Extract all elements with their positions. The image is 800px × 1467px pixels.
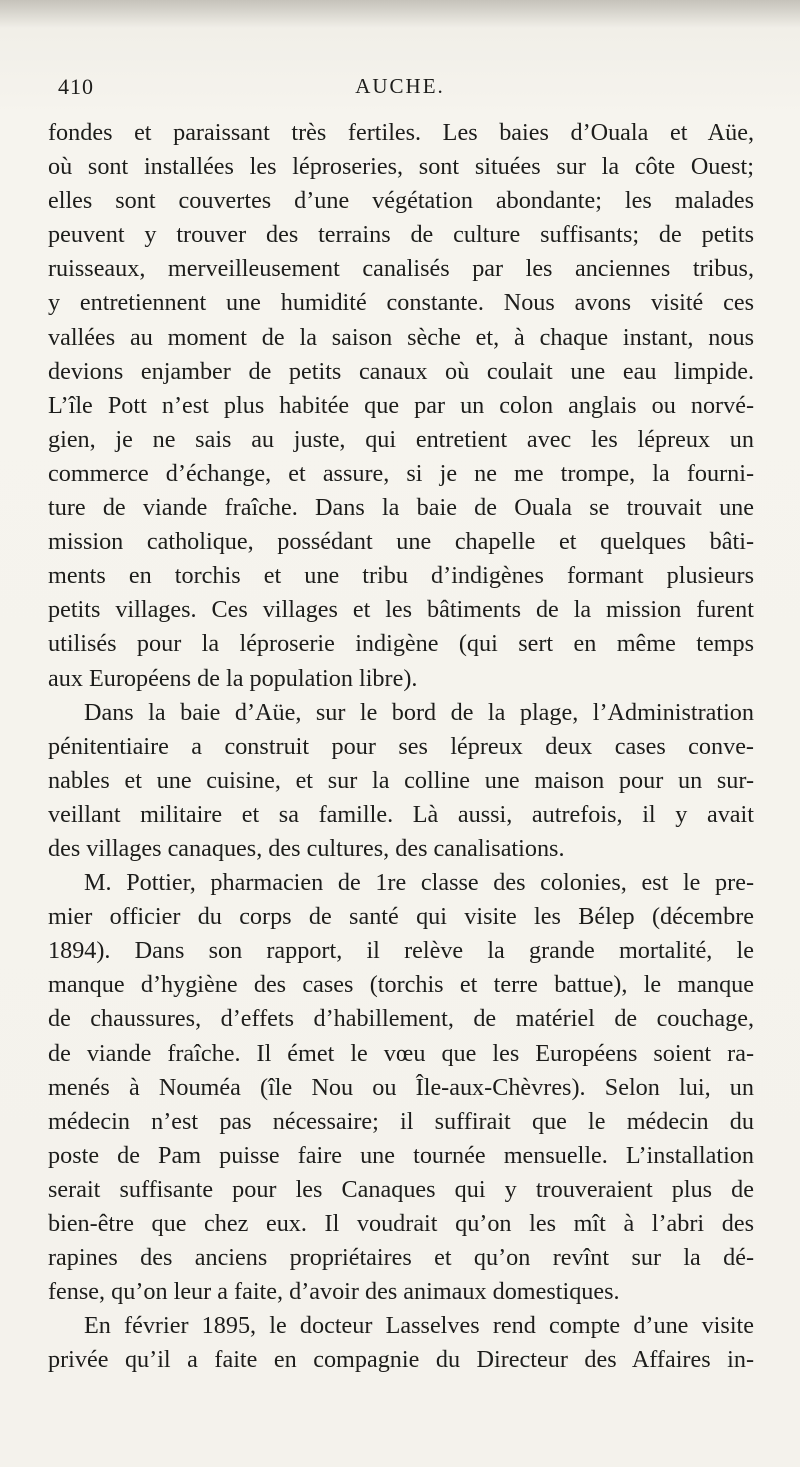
page-number: 410 [58, 74, 94, 99]
text-line: M. Pottier, pharmacien de 1re classe des colonies, est le pre- [84, 869, 754, 897]
text-line: fense, qu’on leur a faite, d’avoir des animaux domestiques. [48, 1278, 620, 1306]
text-line: médecin n’est pas nécessaire; il suffirait que le médecin du [48, 1107, 754, 1135]
text-line: 1894). Dans son rapport, il relève la grande mortalité, le [48, 937, 754, 965]
text-line: bien-être que chez eux. Il voudrait qu’on les mît à l’abri des [48, 1210, 754, 1237]
text-line: devions enjamber de petits canaux où coulait une eau limpide. [48, 357, 754, 385]
text-line: mission catholique, possédant une chapelle et quelques bâti- [48, 528, 754, 556]
text-line: En février 1895, le docteur Lasselves rend compte d’une visite [84, 1312, 754, 1340]
text-line: privée qu’il a faite en compagnie du Directeur des Affaires in- [48, 1346, 754, 1374]
text-line: de chaussures, d’effets d’habillement, de matériel de couchage, [48, 1005, 754, 1033]
text-line: vallées au moment de la saison sèche et, à chaque instant, nous [48, 323, 754, 351]
text-line: commerce d’échange, et assure, si je ne me trompe, la fourni- [48, 459, 754, 487]
text-line: de viande fraîche. Il émet le vœu que les Européens soient ra- [48, 1039, 754, 1067]
text-line: veillant militaire et sa famille. Là aussi, autrefois, il y avait [48, 800, 754, 828]
text-line: rapines des anciens propriétaires et qu’on revînt sur la dé- [48, 1244, 754, 1272]
text-line: elles sont couvertes d’une végétation abondante; les malades [48, 187, 754, 215]
text-line: Dans la baie d’Aüe, sur le bord de la plage, l’Administration [84, 698, 754, 726]
text-line: peuvent y trouver des terrains de culture suffisants; de petits [48, 221, 754, 249]
text-line: où sont installées les léproseries, sont situées sur la côte Ouest; [48, 153, 754, 181]
text-line: poste de Pam puisse faire une tournée mensuelle. L’installation [48, 1141, 754, 1169]
text-line: aux Européens de la population libre). [48, 664, 418, 692]
text-line: serait suffisante pour les Canaques qui y trouveraient plus de [48, 1175, 754, 1203]
text-line: utilisés pour la léproserie indigène (qui sert en même temps [48, 630, 754, 658]
text-line: ments en torchis et une tribu d’indigènes formant plusieurs [48, 562, 754, 590]
body-text [48, 116, 754, 1377]
text-line: des villages canaques, des cultures, des canalisations. [48, 834, 565, 862]
text-line: petits villages. Ces villages et les bâtiments de la mission furent [48, 596, 754, 624]
text-line: ture de viande fraîche. Dans la baie de Ouala se trouvait une [48, 494, 754, 522]
text-line: gien, je ne sais au juste, qui entretient avec les lépreux un [48, 425, 754, 453]
text-line: mier officier du corps de santé qui visite les Bélep (décembre [48, 903, 754, 931]
text-line: menés à Nouméa (île Nou ou Île-aux-Chèvres). Selon lui, un [48, 1073, 754, 1101]
text-line: L’île Pott n’est plus habitée que par un colon anglais ou norvé- [48, 391, 754, 419]
text-line: y entretiennent une humidité constante. Nous avons visité ces [48, 289, 754, 317]
text-line: manque d’hygiène des cases (torchis et terre battue), le manque [48, 971, 754, 999]
text-line: pénitentiaire a construit pour ses lépreux deux cases conve- [48, 732, 754, 760]
text-line: nables et une cuisine, et sur la colline une maison pour un sur- [48, 766, 754, 794]
page-edge-shadow [0, 0, 800, 28]
running-title: AUCHE. [355, 74, 445, 98]
text-line: ruisseaux, merveilleusement canalisés par les anciennes tribus, [48, 255, 754, 283]
running-head [50, 74, 750, 108]
text-line: fondes et paraissant très fertiles. Les baies d’Ouala et Aüe, [48, 119, 754, 146]
